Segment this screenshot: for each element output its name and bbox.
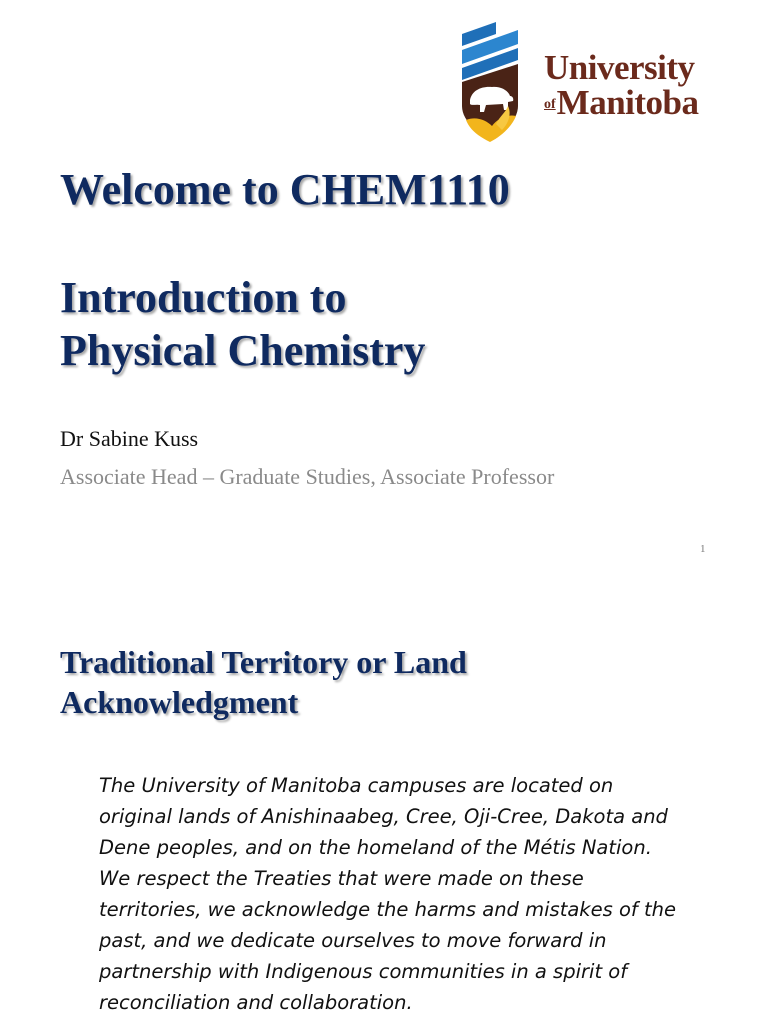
presenter-role: Associate Head – Graduate Studies, Associate Professor bbox=[60, 464, 555, 489]
acknowledgment-line: Dene peoples, and on the homeland of the Métis Nation. bbox=[99, 836, 652, 859]
slide-title: Welcome to CHEM1110 bbox=[60, 165, 510, 214]
course-title bbox=[60, 272, 425, 378]
wordmark-university: University bbox=[544, 48, 695, 87]
page-number: 1 bbox=[700, 543, 706, 555]
acknowledgment-line: original lands of Anishinaabeg, Cree, Oji-Cree, Dakota and bbox=[99, 805, 668, 828]
acknowledgment-line: territories, we acknowledge the harms and mistakes of the bbox=[99, 898, 676, 921]
acknowledgment-title-line: Traditional Territory or Land bbox=[60, 644, 467, 680]
presenter-name: Dr Sabine Kuss bbox=[60, 426, 199, 451]
acknowledgment-line: reconciliation and collaboration. bbox=[99, 991, 413, 1014]
course-title-line: Physical Chemistry bbox=[60, 325, 426, 375]
land-acknowledgment-slide bbox=[0, 576, 768, 1024]
acknowledgment-line: The University of Manitoba campuses are located on bbox=[99, 774, 614, 797]
acknowledgment-line: We respect the Treaties that were made on these bbox=[99, 867, 584, 890]
university-logo bbox=[456, 20, 736, 145]
wordmark-of: of bbox=[544, 97, 556, 112]
acknowledgment-title-line: Acknowledgment bbox=[60, 684, 299, 720]
wordmark-manitoba: Manitoba bbox=[556, 83, 699, 122]
bison-shield-icon bbox=[456, 20, 526, 145]
acknowledgment-line: partnership with Indigenous communities in a spirit of bbox=[99, 960, 628, 983]
university-wordmark bbox=[544, 50, 699, 120]
acknowledgment-title bbox=[60, 642, 467, 722]
acknowledgment-line: past, and we dedicate ourselves to move forward in bbox=[99, 929, 607, 952]
course-title-line: Introduction to bbox=[60, 273, 347, 322]
acknowledgment-body bbox=[99, 770, 719, 1018]
